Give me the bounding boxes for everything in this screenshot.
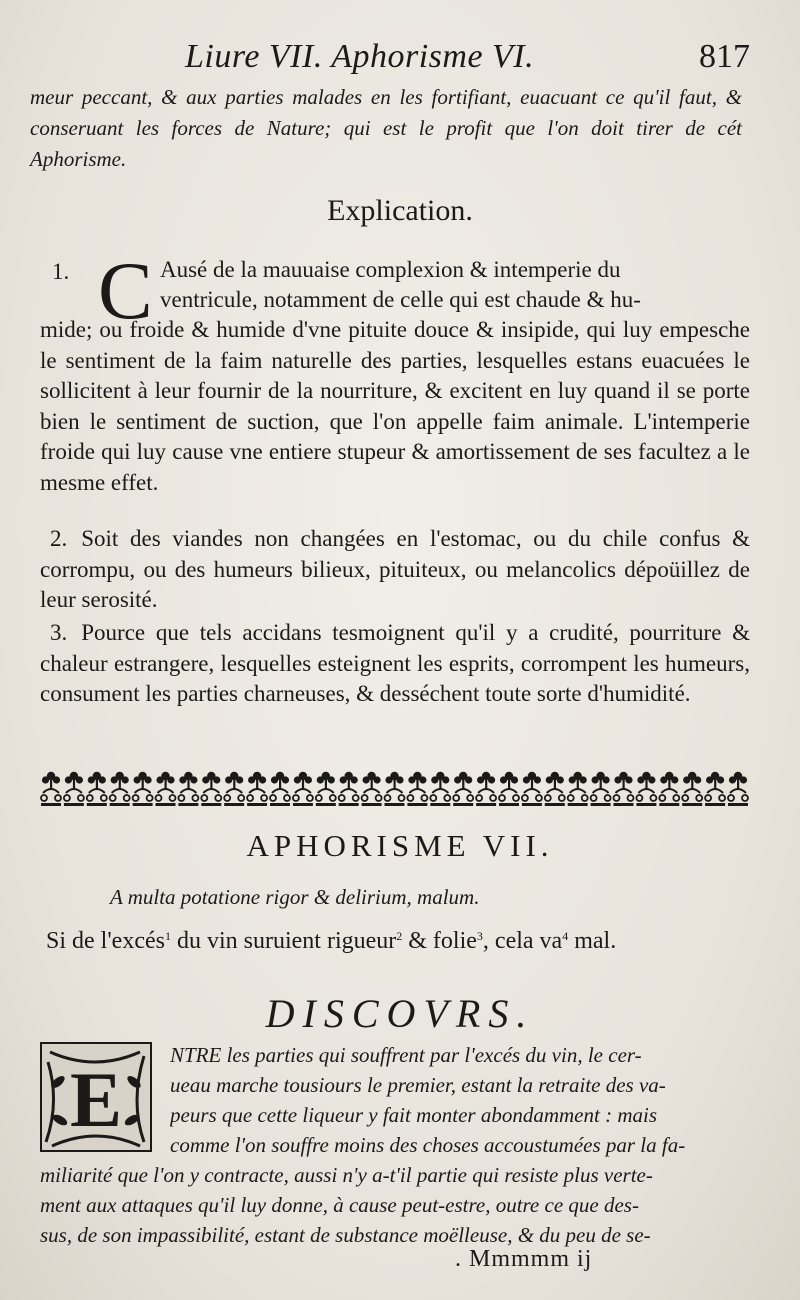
note-marker: 4: [562, 929, 569, 943]
fleuron-icon: [453, 772, 473, 806]
discours-text: [40, 1040, 750, 1250]
text-line: NTRE les parties qui souffrent par l'excés du vin, le cer-: [170, 1043, 642, 1067]
fleuron-icon: [64, 772, 84, 806]
text-line: miliarité que l'on y contracte, aussi n'y a-t'il partie qui resiste plus verte-: [40, 1163, 653, 1187]
fleuron-icon: [636, 772, 656, 806]
fleuron-icon: [270, 772, 290, 806]
fleuron-icon: [339, 772, 359, 806]
fleuron-icon: [156, 772, 176, 806]
translation-text: mal.: [568, 928, 617, 954]
paragraph-number: 2.: [50, 526, 68, 551]
fleuron-icon: [522, 772, 542, 806]
paragraph-number: 3.: [50, 620, 68, 645]
fleuron-icon: [316, 772, 336, 806]
signature-mark: . Mmmmm ij: [455, 1246, 593, 1272]
text-line: comme l'on souffre moins des choses accoustumées par la fa-: [170, 1133, 686, 1157]
latin-aphorism: A multa potatione rigor & delirium, malum.: [110, 885, 480, 909]
fleuron-icon: [659, 772, 679, 806]
translation-text: Si de l'excés: [46, 928, 165, 954]
aphorism-heading: APHORISME VII.: [246, 828, 554, 863]
continuation-text: meur peccant, & aux parties malades en les fortifiant, euacuant ce qu'il faut, & conseruant les forces de Nature; qui est le profit que l'on doit tirer de cét Aphorisme.: [30, 85, 742, 171]
fleuron-icon: [87, 772, 107, 806]
paragraph-text: Pource que tels accidans tesmoignent qu'il y a crudité, pourriture & chaleur estrangere, lesquelles esteignent les esprits, corrompent les humeurs, consument les parties charneuses, & desséchent toute sorte d'humidité.: [40, 620, 750, 706]
fleuron-icon: [591, 772, 611, 806]
running-head: [40, 38, 750, 78]
paragraph-line: ventricule, notamment de celle qui est chaude & hu-: [160, 287, 641, 312]
fleuron-icon: [385, 772, 405, 806]
fleuron-icon: [545, 772, 565, 806]
fleuron-ornament-band: [40, 765, 750, 809]
discours-heading: DISCOVRS.: [265, 991, 535, 1036]
explication-paragraph-3: [40, 618, 750, 710]
fleuron-icon: [224, 772, 244, 806]
note-marker: 3: [476, 929, 483, 943]
fleuron-icon: [407, 772, 427, 806]
fleuron-icon: [705, 772, 725, 806]
paragraph-line: Ausé de la mauuaise complexion & intemperie du: [160, 257, 621, 282]
fleuron-icon: [568, 772, 588, 806]
french-translation: [46, 928, 754, 955]
text-line: peurs que cette liqueur y fait monter abondamment : mais: [170, 1103, 657, 1127]
fleuron-icon: [133, 772, 153, 806]
fleuron-icon: [41, 772, 61, 806]
explication-heading: Explication.: [327, 194, 473, 227]
fleuron-icon: [110, 772, 130, 806]
translation-text: , cela va: [482, 928, 563, 954]
paragraph-number: 1.: [52, 259, 70, 284]
explication-paragraph-2: [40, 524, 750, 616]
fleuron-icon: [293, 772, 313, 806]
paragraph-text: Soit des viandes non changées en l'estomac, ou du chile confus & corrompu, ou des humeurs bilieux, pituiteux, ou melancolics dépoüillez de leur serosité.: [40, 526, 750, 612]
fleuron-icon: [247, 772, 267, 806]
fleuron-icon: [499, 772, 519, 806]
fleuron-icon: [728, 772, 748, 806]
fleuron-icon: [201, 772, 221, 806]
fleuron-icon: [430, 772, 450, 806]
drop-cap: C: [98, 245, 153, 336]
fleuron-icon: [614, 772, 634, 806]
fleuron-icon: [682, 772, 702, 806]
text-line: sus, de son impassibilité, estant de substance moëlleuse, & du peu de se-: [40, 1223, 651, 1247]
fleuron-icon: [362, 772, 382, 806]
translation-text: du vin suruient rigueur: [170, 928, 397, 954]
paragraph-text: mide; ou froide & humide d'vne pituite douce & insipide, qui luy empesche le sentiment de la faim naturelle des parties, lesquelles estans euacuées le sollicitent à leur fournir de la nourriture, & excitent en luy quand il se porte bien le sentiment de suction, que l'on appelle faim animale. L'intemperie froide qui luy cause vne entiere stupeur & amortissement de ses facultez a le mesme effet.: [40, 317, 750, 495]
translation-text: & folie: [402, 928, 477, 954]
note-marker: 1: [164, 929, 171, 943]
fleuron-icon: [178, 772, 198, 806]
text-line: ueau marche tousiours le premier, estant la retraite des va-: [170, 1073, 666, 1097]
running-title: Liure VII. Aphorisme VI.: [185, 38, 535, 75]
note-marker: 2: [396, 929, 403, 943]
fleuron-icon: [476, 772, 496, 806]
page-number: 817: [699, 38, 750, 75]
initial-letter: E: [69, 1056, 123, 1143]
text-line: ment aux attaques qu'il luy donne, à cause peut-estre, outre ce que des-: [40, 1193, 639, 1217]
